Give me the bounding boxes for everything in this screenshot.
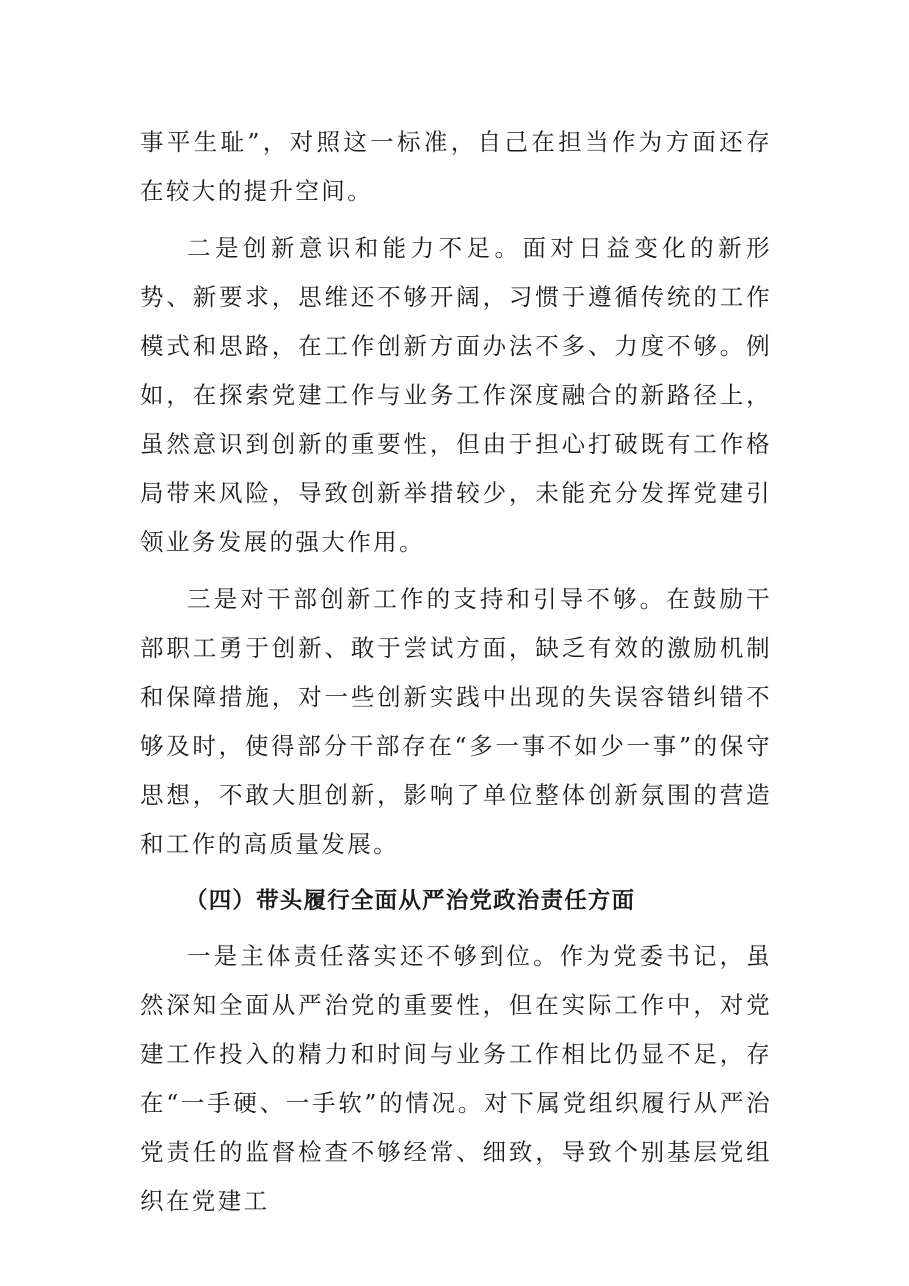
paragraph-main-responsibility: 一是主体责任落实还不够到位。作为党委书记，虽然深知全面从严治党的重要性，但在实际工作中，对党建工作投入的精力和时间与业务工作相比仍显不足，存在“一手硬、一手软”的情况。对下属党组织履行从严治党责任的监督检查不够经常、细致，导致个别基层党组织在党建工 xyxy=(140,942,772,1215)
paragraph-cadre-innovation-support: 三是对干部创新工作的支持和引导不够。在鼓励干部职工勇于创新、敢于尝试方面，缺乏有效的激励机制和保障措施，对一些创新实践中出现的失误容错纠错不够及时，使得部分干部存在“多一事不如少一事”的保守思想，不敢大胆创新，影响了单位整体创新氛围的营造和工作的高质量发展。 xyxy=(140,585,772,858)
paragraph-innovation-ability: 二是创新意识和能力不足。面对日益变化的新形势、新要求，思维还不够开阔，习惯于遵循传统的工作模式和思路，在工作创新方面办法不多、力度不够。例如，在探索党建工作与业务工作深度融合的新路径上，虽然意识到创新的重要性，但由于担心打破既有工作格局带来风险，导致创新举措较少，未能充分发挥党建引领业务发展的强大作用。 xyxy=(140,234,772,556)
section-heading: （四）带头履行全面从严治党政治责任方面 xyxy=(185,888,636,914)
document-body xyxy=(140,118,772,1234)
paragraph-continued: 事平生耻”，对照这一标准，自己在担当作为方面还存在较大的提升空间。 xyxy=(140,128,772,205)
